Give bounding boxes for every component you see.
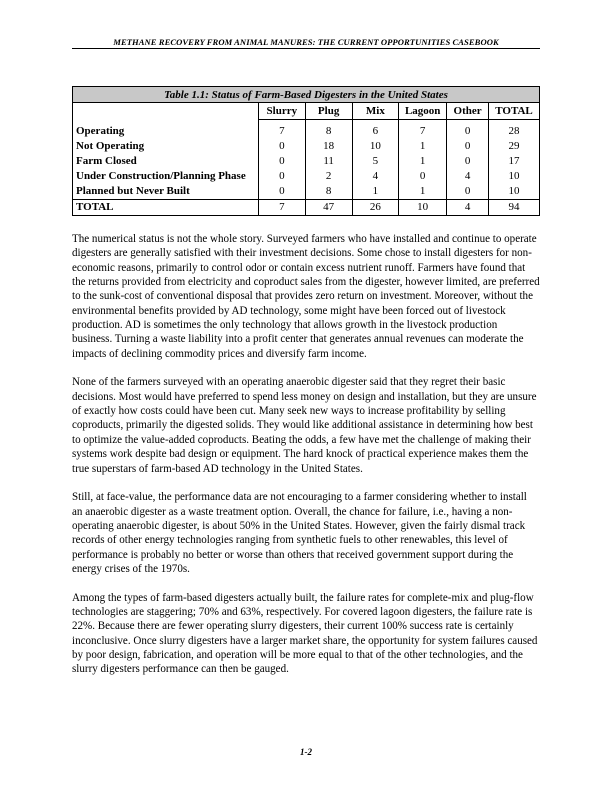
column-header-slurry: Slurry — [258, 103, 305, 120]
table-cell: 8 — [305, 120, 352, 140]
column-header-other: Other — [447, 103, 489, 120]
table-cell: 18 — [305, 139, 352, 154]
table-cell: 0 — [447, 120, 489, 140]
table-cell: 10 — [399, 200, 447, 216]
table-row — [73, 169, 540, 184]
table-cell: 1 — [399, 139, 447, 154]
table-cell: 7 — [258, 200, 305, 216]
table-cell: 0 — [447, 139, 489, 154]
table-cell: 0 — [258, 169, 305, 184]
table-cell: 4 — [447, 169, 489, 184]
table-cell: 7 — [399, 120, 447, 140]
table-cell: 94 — [489, 200, 540, 216]
page-number: 1-2 — [300, 747, 312, 757]
table-caption: Table 1.1: Status of Farm-Based Digesters in the United States — [73, 87, 540, 103]
table-row — [73, 139, 540, 154]
table-row — [73, 154, 540, 169]
body-text — [72, 232, 540, 691]
column-header-plug: Plug — [305, 103, 352, 120]
paragraph: Still, at face-value, the performance data are not encouraging to a farmer considering whether to install an anaerobic digester as a waste treatment option. Overall, the chance for failure, i.e., having a non-operating anaerobic digester, is about 50% in the United States. However, given the fairly dismal track records of other energy technologies ranging from synthetic fuels to other renewables, this level of performance is probably no better or worse than others that received government support during the energy crises of the 1970s. — [72, 491, 527, 575]
table-cell: 4 — [447, 200, 489, 216]
table-cell: 0 — [258, 139, 305, 154]
table-cell: 1 — [352, 184, 399, 200]
table-cell: 0 — [447, 184, 489, 200]
table-cell: 0 — [258, 154, 305, 169]
row-label: Under Construction/Planning Phase — [73, 169, 259, 184]
row-label: Farm Closed — [73, 154, 259, 169]
table-cell: 29 — [489, 139, 540, 154]
running-header: METHANE RECOVERY FROM ANIMAL MANURES: THE CURRENT OPPORTUNITIES CASEBOOK — [113, 37, 499, 47]
table-cell: 1 — [399, 184, 447, 200]
table-cell: 47 — [305, 200, 352, 216]
paragraph: None of the farmers surveyed with an operating anaerobic digester said that they regret their basic decisions. Most would have preferred to spend less money on design and installation, but they are unsure of exactly how costs could have been cut. Many seek new ways to increase profitability by selling coproducts, primarily the digested solids. They would like additional assistance in determining how best to optimize the value-added coproducts. Beating the odds, a few have met the challenge of making their systems work despite bad design or equipment. The hard knock of practical experience makes them the true superstars of farm-based AD technology in the United States. — [72, 376, 537, 475]
table-cell: 10 — [489, 169, 540, 184]
table-cell: 10 — [489, 184, 540, 200]
table-cell: 17 — [489, 154, 540, 169]
column-header-mix: Mix — [352, 103, 399, 120]
table-cell: 26 — [352, 200, 399, 216]
table-cell: 7 — [258, 120, 305, 140]
row-label: Not Operating — [73, 139, 259, 154]
table-cell: 2 — [305, 169, 352, 184]
table-cell: 1 — [399, 154, 447, 169]
row-label: TOTAL — [73, 200, 259, 216]
column-header-total: TOTAL — [489, 103, 540, 120]
table-cell: 0 — [447, 154, 489, 169]
table-cell: 6 — [352, 120, 399, 140]
paragraph: Among the types of farm-based digesters actually built, the failure rates for complete-mix and plug-flow technologies are staggering; 70% and 63%, respectively. For covered lagoon digesters, the failure rate is 22%. Because there are fewer operating slurry digesters, their current 100% success rate is certainly inconclusive. Once slurry digesters have a larger market share, the opportunity for system failures caused by poor design, fabrication, and operation will be more equal to that of the other technologies, and the slurry digesters performance can then be gauged. — [72, 591, 538, 676]
table-cell: 11 — [305, 154, 352, 169]
table-cell: 5 — [352, 154, 399, 169]
table-cell: 8 — [305, 184, 352, 200]
row-label: Planned but Never Built — [73, 184, 259, 200]
table-row — [73, 120, 540, 140]
header-rule — [72, 48, 540, 49]
digester-status-table — [72, 86, 540, 216]
table-total-row — [73, 200, 540, 216]
table-cell: 28 — [489, 120, 540, 140]
column-header-lagoon: Lagoon — [399, 103, 447, 120]
table-corner-cell — [73, 103, 259, 120]
paragraph: The numerical status is not the whole story. Surveyed farmers who have installed and continue to operate digesters are generally satisfied with their investment decisions. Some chose to install digesters for non-economic reasons, primarily to control odor or contain excess nutrient runoff. Farmers have found that the returns provided from electricity and coproduct sales from the digester, however limited, are preferred to the sunk-cost of conventional disposal that provides zero return on investment. Moreover, without the environmental benefits provided by AD technology, some might have been forced out of livestock production. AD is sometimes the only technology that allows growth in the livestock production business. Turning a waste liability into a profit center that generates annual revenues can moderate the impacts of declining commodity prices and diversify farm income. — [72, 233, 540, 360]
table-cell: 0 — [399, 169, 447, 184]
table-row — [73, 184, 540, 200]
table-cell: 4 — [352, 169, 399, 184]
row-label: Operating — [73, 120, 259, 140]
table-cell: 0 — [258, 184, 305, 200]
table-cell: 10 — [352, 139, 399, 154]
